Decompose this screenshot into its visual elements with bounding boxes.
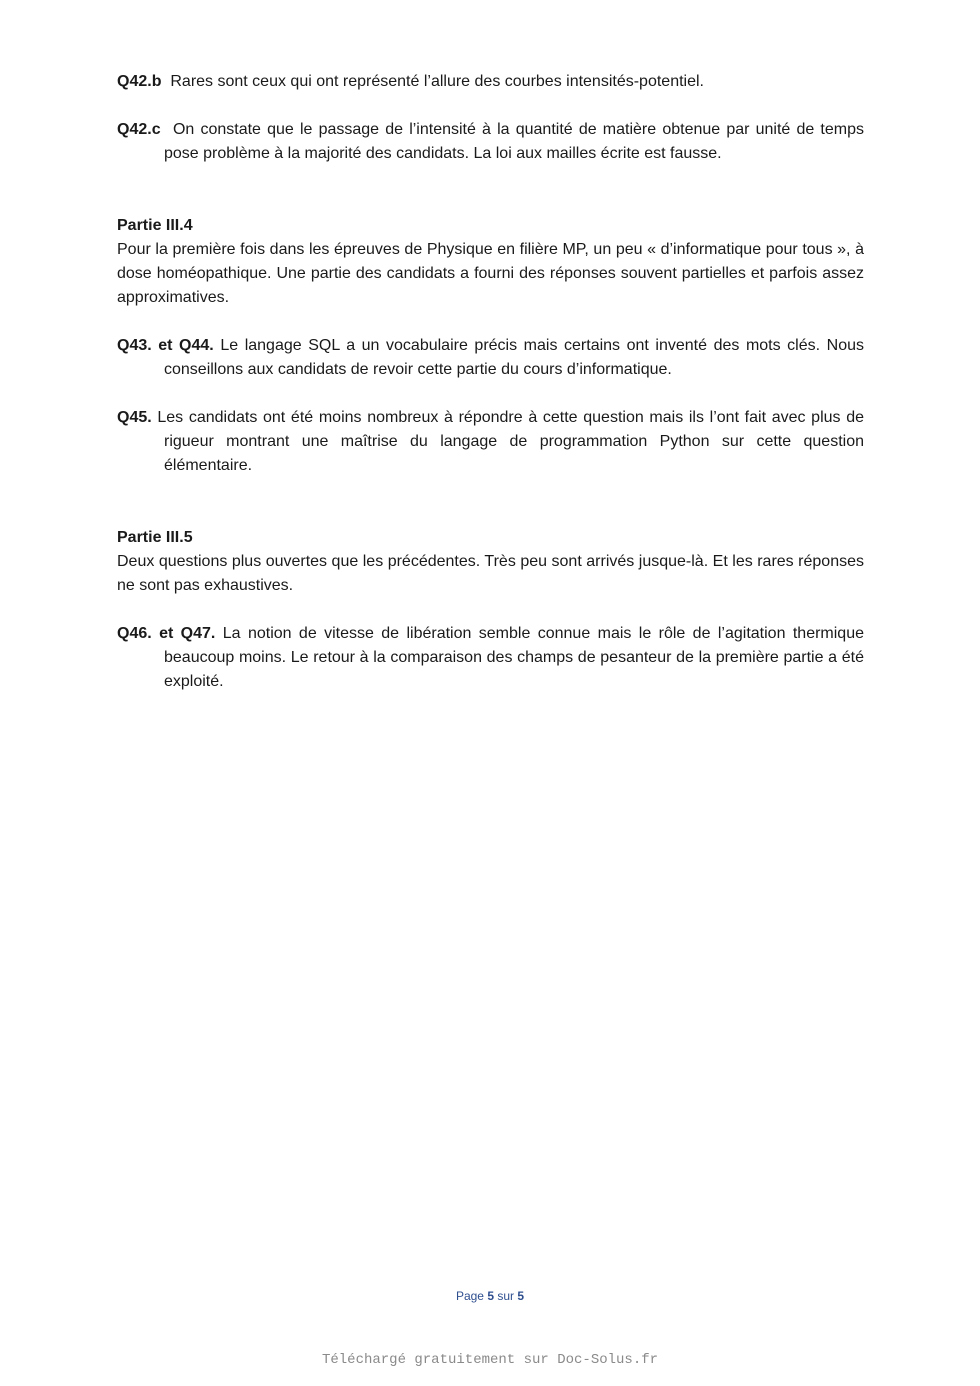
question-label: Q43. et Q44.: [117, 337, 214, 354]
question-label: Q45.: [117, 409, 152, 426]
question-text: Le langage SQL a un vocabulaire précis mais certains ont inventé des mots clés. Nous conseillons aux candidats de revoir cette partie du cours d’informatique.: [164, 337, 865, 378]
question-text: La notion de vitesse de libération semble connue mais le rôle de l’agitation thermique beaucoup moins. Le retour à la comparaison des champs de pesanteur de la première partie a été exploité.: [164, 625, 864, 690]
download-watermark: Téléchargé gratuitement sur Doc-Solus.fr: [321, 1352, 659, 1368]
question-q43-q44: [117, 334, 864, 382]
question-text: On constate que le passage de l’intensité à la quantité de matière obtenue par unité de temps pose problème à la majorité des candidats. La loi aux mailles écrite est fausse.: [164, 121, 865, 162]
section-title-part-3-5: Partie III.5: [117, 529, 193, 546]
question-label: Q42.c: [117, 121, 161, 138]
page-total: 5: [517, 1289, 525, 1303]
page-separator: sur: [497, 1289, 515, 1303]
question-text: Rares sont ceux qui ont représenté l’allure des courbes intensités-potentiel.: [170, 73, 704, 90]
question-q42b: [117, 70, 864, 94]
question-q45: [117, 406, 864, 478]
question-q46-q47: [117, 622, 864, 694]
document-body: [117, 70, 864, 694]
section-intro-part-3-5: Deux questions plus ouvertes que les précédentes. Très peu sont arrivés jusque-là. Et les rares réponses ne sont pas exhaustives.: [117, 553, 864, 594]
question-text: Les candidats ont été moins nombreux à répondre à cette question mais ils l’ont fait avec plus de rigueur montrant une maîtrise du langage de programmation Python sur cette question élémentaire.: [157, 409, 864, 474]
page-word: Page: [455, 1289, 484, 1303]
question-label: Q42.b: [117, 73, 162, 90]
section-intro-part-3-4: Pour la première fois dans les épreuves de Physique en filière MP, un peu « d’informatique pour tous », à dose homéopathique. Une partie des candidats a fourni des réponses souvent partielles et parfois assez approximatives.: [117, 241, 864, 306]
question-label: Q46. et Q47.: [117, 625, 216, 642]
question-q42c: [117, 118, 864, 166]
page-number: [0, 1289, 980, 1303]
page-current: 5: [487, 1289, 494, 1303]
section-title-part-3-4: Partie III.4: [117, 217, 193, 234]
